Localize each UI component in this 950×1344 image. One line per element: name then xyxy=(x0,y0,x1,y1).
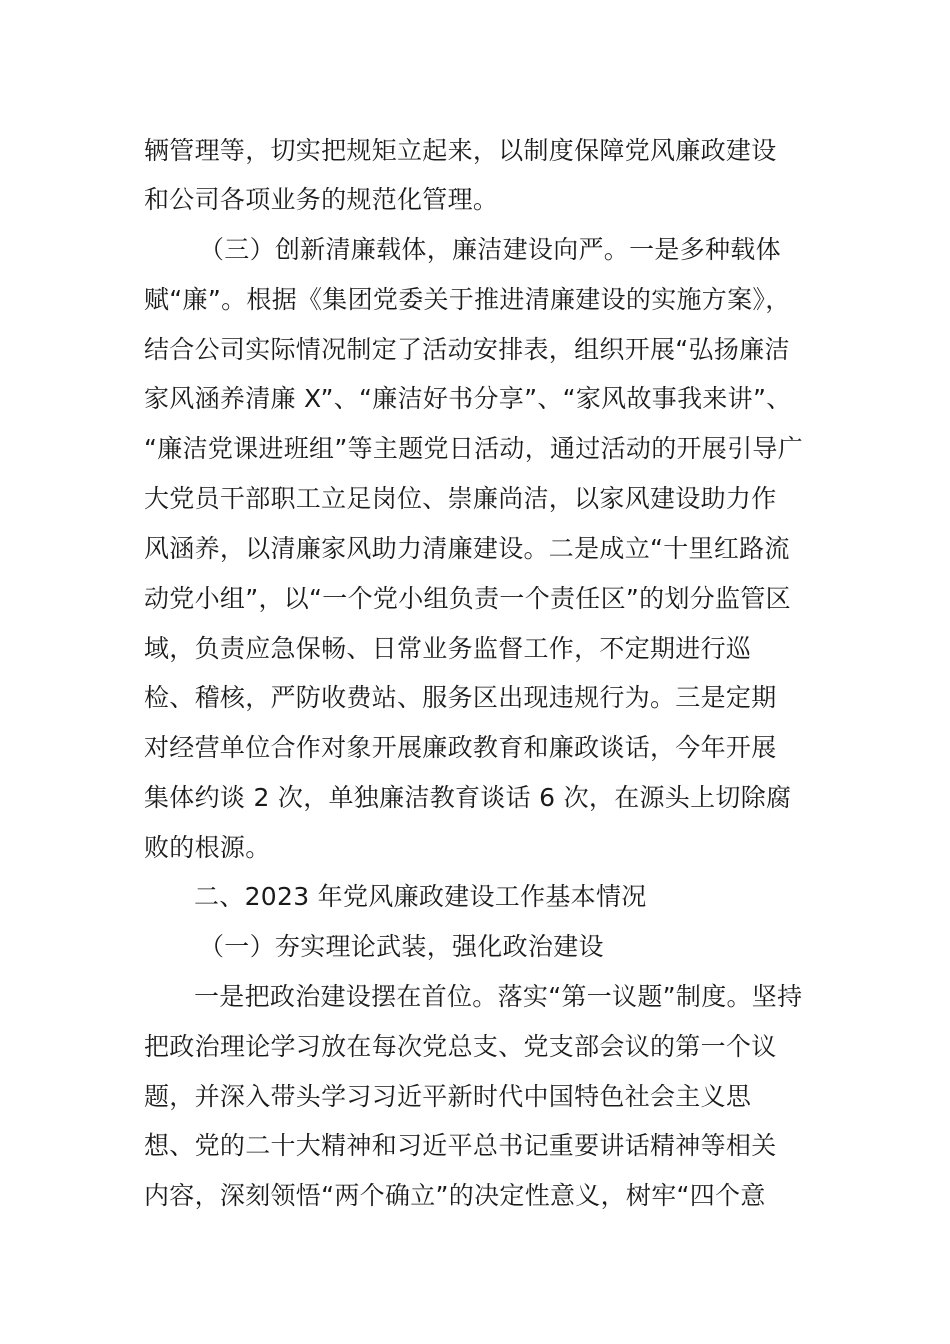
body-text-line: 检、稽核，严防收费站、服务区出现违规行为。三是定期 xyxy=(144,683,777,712)
body-text-line: 动党小组”，以“一个党小组负责一个责任区”的划分监管区 xyxy=(144,584,791,613)
body-text-line: 大党员干部职工立足岗位、崇廉尚洁，以家风建设助力作 xyxy=(144,484,777,513)
body-text-line: 风涵养，以清廉家风助力清廉建设。二是成立“十里红路流 xyxy=(144,534,790,563)
body-text-line: 赋“廉”。根据《集团党委关于推进清廉建设的实施方案》， xyxy=(144,285,791,314)
body-text-line: 辆管理等，切实把规矩立起来，以制度保障党风廉政建设 xyxy=(144,136,777,165)
body-text-line: 结合公司实际情况制定了活动安排表，组织开展“弘扬廉洁 xyxy=(144,335,790,364)
body-text-line: 和公司各项业务的规范化管理。 xyxy=(144,185,499,214)
body-text-line: 集体约谈 2 次，单独廉洁教育谈话 6 次，在源头上切除腐 xyxy=(144,783,792,812)
body-text-line: 一是把政治建设摆在首位。落实“第一议题”制度。坚持 xyxy=(194,982,803,1011)
body-text-line: 内容，深刻领悟“两个确立”的决定性意义，树牢“四个意 xyxy=(144,1181,766,1210)
body-text-line: 败的根源。 xyxy=(144,833,271,862)
body-text-line: 家风涵养清廉 X”、“廉洁好书分享”、“家风故事我来讲”、 xyxy=(144,384,792,413)
section-heading-2: 二、2023 年党风廉政建设工作基本情况 xyxy=(194,882,647,911)
section-heading-3: （三）创新清廉载体，廉洁建设向严。一是多种载体 xyxy=(199,235,781,264)
body-text-line: 域，负责应急保畅、日常业务监督工作，不定期进行巡 xyxy=(144,634,752,663)
body-text-line: 对经营单位合作对象开展廉政教育和廉政谈话，今年开展 xyxy=(144,733,777,762)
subsection-heading: （一）夯实理论武装，强化政治建设 xyxy=(199,932,604,961)
body-text-line: 题，并深入带头学习习近平新时代中国特色社会主义思 xyxy=(144,1082,752,1111)
body-text-line: 把政治理论学习放在每次党总支、党支部会议的第一个议 xyxy=(144,1032,777,1061)
body-text-line: 想、党的二十大精神和习近平总书记重要讲话精神等相关 xyxy=(144,1131,777,1160)
body-text-line: “廉洁党课进班组”等主题党日活动，通过活动的开展引导广 xyxy=(144,434,804,463)
